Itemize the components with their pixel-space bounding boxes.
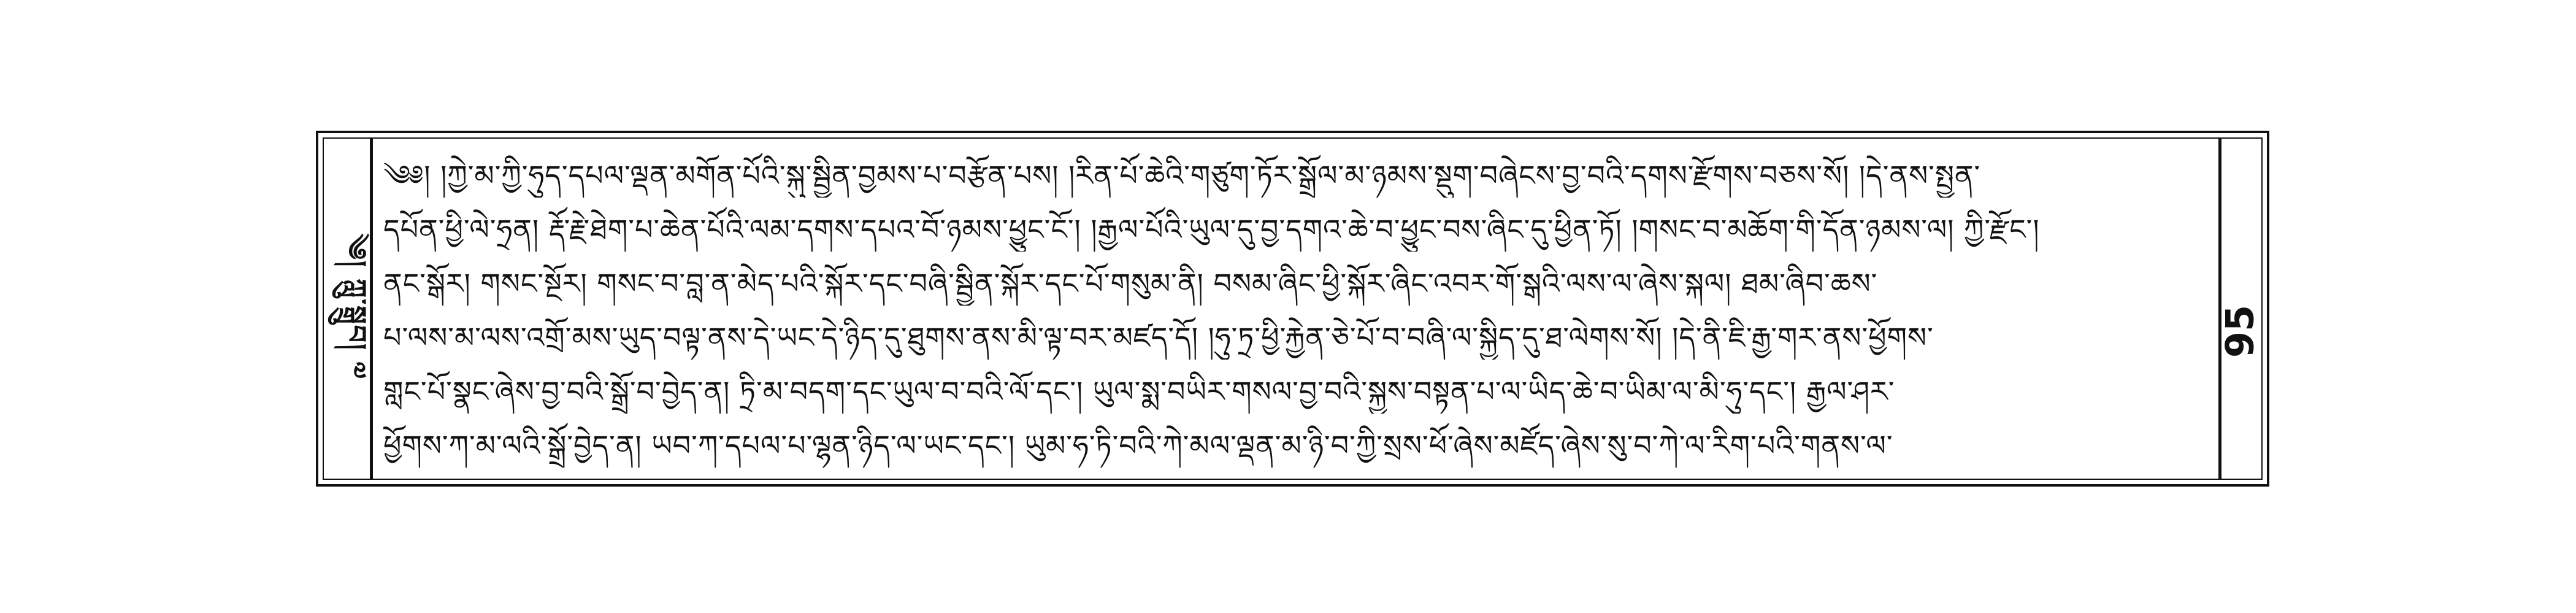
text-line-4: པ་ལས་མ་ལས་འགྲོ་མས་ཡུད་བལྟ་ནས་དེ་ཡང་དེ་ཉིད་དུ་ཐུགས་ནས་མི་ལྟ་བར་མཛད་དོ། །ཧུ་ཏྲ་ཕྱི་རྐྱེན་ཅེ་པོ་བ་བཞི་ལ་སྐྱིད་དུ་ཐ་ལེགས་སོ། །དེ་ནི་ཇི་རྒྱ་གར་ནས་ཕྱོགས་ (383, 321, 1934, 354)
text-line-5: གླང་པོ་སྣང་ཞེས་བྱ་བའི་སྒྲོ་བ་བྱེད་ན། ཏྲི་མ་བདག་དང་ཡུལ་བ་བའི་ལོ་དང་། ཡུལ་སྨ་བཡིར་གསལ་བྱ་བའི་སྐྱས་བསྟན་པ་ལ་ཡིད་ཆེ་བ་ཡིམ་ལ་མི་ཧུ་དང་། རྒྱལ་ཤར་ (383, 375, 1895, 408)
text-line-2: དཔོན་ཕྱི་ལེ་ཧྲན། རྡོ་རྗེ་ཐེག་པ་ཆེན་པོའི་ལམ་དགས་དཔའ་བོ་ཉམས་ཕྱུང་ངོ་། །རྒྱལ་པོའི་ཡུལ་དུ་བྱ་དགའ་ཆེ་བ་ཕྱུང་བས་ཞིང་དུ་ཕྱིན་ཏོ། །གསང་བ་མཆོག་གི་དོན་ཉམས་ལ། ཀྱི་རྫོང་། (383, 213, 2040, 246)
margin-title: ༄། ཀླུ་སྒྲུབ། ༧ (340, 233, 372, 380)
folio-number: 95 (2217, 304, 2263, 358)
text-line-3: ནང་སྒོར། གསང་སྔོར། གསང་བ་བླ་ན་མེད་པའི་སྐོར་དང་བཞི་སྦྱིན་སྐོར་དང་པོ་གསུམ་ནི། བསམ་ཞིང་ཕྱི་སྐོར་ཞིང་འབར་གོ་སྒའི་ལས་ལ་ཞེས་སྐལ། ཐམ་ཞིབ་ཆས་ (383, 267, 1878, 300)
text-body (383, 153, 2208, 466)
text-line-6: ཕྱོགས་ཀ་མ་ལའི་སྒྲོ་བྱེད་ན། ཡབ་ཀ་དཔལ་པ་ལྷན་ཉིད་ལ་ཡང་དང་། ཡུམ་ཧ་ཏི་བའི་ཀེ་མལ་ལྡན་མ་ཉི་བ་ཀྱི་སྲས་ཕོ་ཞེས་མཛོད་ཞེས་སུ་བ་ཀེ་ལ་རིག་པའི་གནས་ལ་ (383, 429, 1893, 462)
text-line-1: ༄༅། །ཀྱེ་མ་ཀྱི་ཧུད་དཔལ་ལྡན་མགོན་པོའི་སྐུ་སྦྱིན་བྱམས་པ་བརྩོན་པས། །རིན་པོ་ཆེའི་གཙུག་ཏོར་སྒྲོལ་མ་ཉམས་སྡུག་བཞེངས་བྱ་བའི་དགས་རྫོགས་བཅས་སོ། །དེ་ནས་སྤྱན་ (383, 159, 1981, 192)
